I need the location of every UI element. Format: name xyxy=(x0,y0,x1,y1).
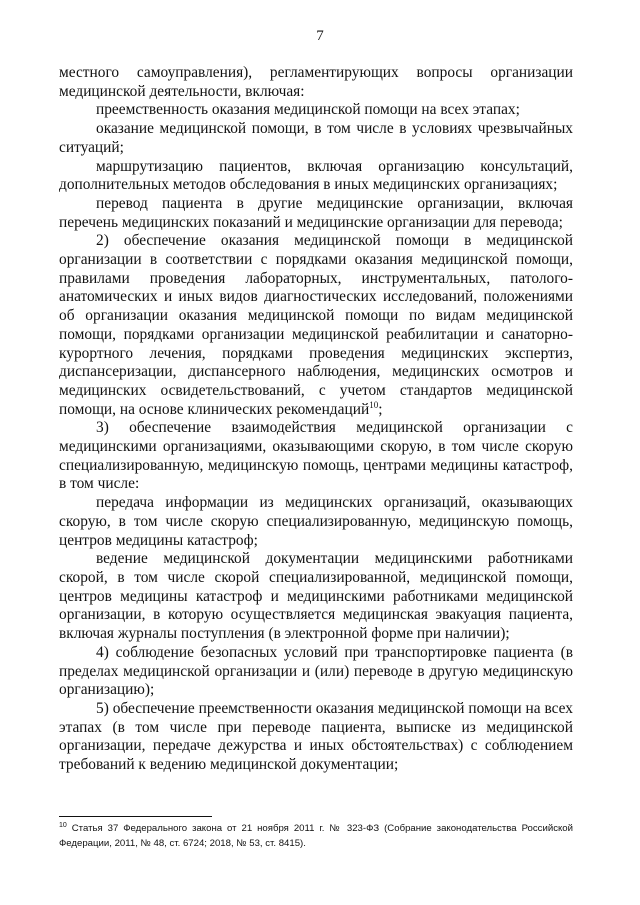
footnote-reference: 10 xyxy=(369,399,379,410)
paragraph-emergency: оказание медицинской помощи, в том числе в условиях чрезвычайных ситуаций; xyxy=(59,120,573,156)
footnote-text: Статья 37 Федерального закона от 21 ноября 2011 г. № 323-ФЗ (Собрание законодательства Российской Федерации, 2011, № 48, ст. 6724; 2018, № 53, ст. 8415). xyxy=(59,823,573,849)
paragraph-item-2-text: 2) обеспечение оказания медицинской помощи в медицинской организации в соответствии с порядками оказания медицинской помощи, правилами проведения лабораторных, инструментальных, патолого-анатомических и иных видов диагностических исследований, положениями об организации оказания медицинской помощи по видам медицинской помощи, порядками организации медицинской реабилитации и санаторно-курортного лечения, порядками проведения медицинских экспертиз, диспансеризации, диспансерного наблюдения, медицинских осмотров и медицинских освидетельствований, с учетом стандартов медицинской помощи, на основе клинических рекомендаций xyxy=(59,232,573,418)
footnote xyxy=(59,821,573,851)
page-number: 7 xyxy=(316,28,324,44)
footnote-reference-punctuation: ; xyxy=(378,400,383,418)
paragraph-routing: маршрутизацию пациентов, включая организацию консультаций, дополнительных методов обследования в иных медицинских организациях; xyxy=(59,157,573,194)
paragraph-transfer: перевод пациента в другие медицинские организации, включая перечень медицинских показаний и медицинские организации для перевода; xyxy=(59,194,573,231)
paragraph-continuity: преемственность оказания медицинской помощи на всех этапах; xyxy=(96,101,520,119)
paragraph-item-3: 3) обеспечение взаимодействия медицинской организации с медицинскими организациями, оказывающими скорую, в том числе скорую специализированную, медицинскую помощь, центрами медицины катастроф, в том числе: xyxy=(59,419,573,493)
paragraph-documentation: ведение медицинской документации медицинскими работниками скорой, в том числе скорой специализированной, медицинской помощи, центров медицины катастроф и медицинскими работниками медицинской организации, в которую осуществляется медицинская эвакуация пациента, включая журналы поступления (в электронной форме при наличии); xyxy=(59,550,573,643)
footnote-divider xyxy=(59,816,212,817)
paragraph-information-transfer: передача информации из медицинских организаций, оказывающих скорую, в том числе скорую специализированную, медицинскую помощь, центров медицины катастроф; xyxy=(59,494,573,549)
paragraph-item-4: 4) соблюдение безопасных условий при транспортировке пациента (в пределах медицинской организации и (или) переводе в другую медицинскую организацию); xyxy=(59,643,573,699)
document-body xyxy=(59,64,573,775)
paragraph-item-2 xyxy=(59,232,573,419)
footnote-number: 10 xyxy=(59,821,67,829)
paragraph-item-5: 5) обеспечение преемственности оказания медицинской помощи на всех этапах (в том числе при переводе пациента, выписке из медицинской организации, передаче дежурства и иных обстоятельствах) с соблюдением требований к ведению медицинской документации; xyxy=(59,699,573,774)
paragraph-continuation: местного самоуправления), регламентирующих вопросы организации медицинской деятельности, включая: xyxy=(59,64,573,100)
